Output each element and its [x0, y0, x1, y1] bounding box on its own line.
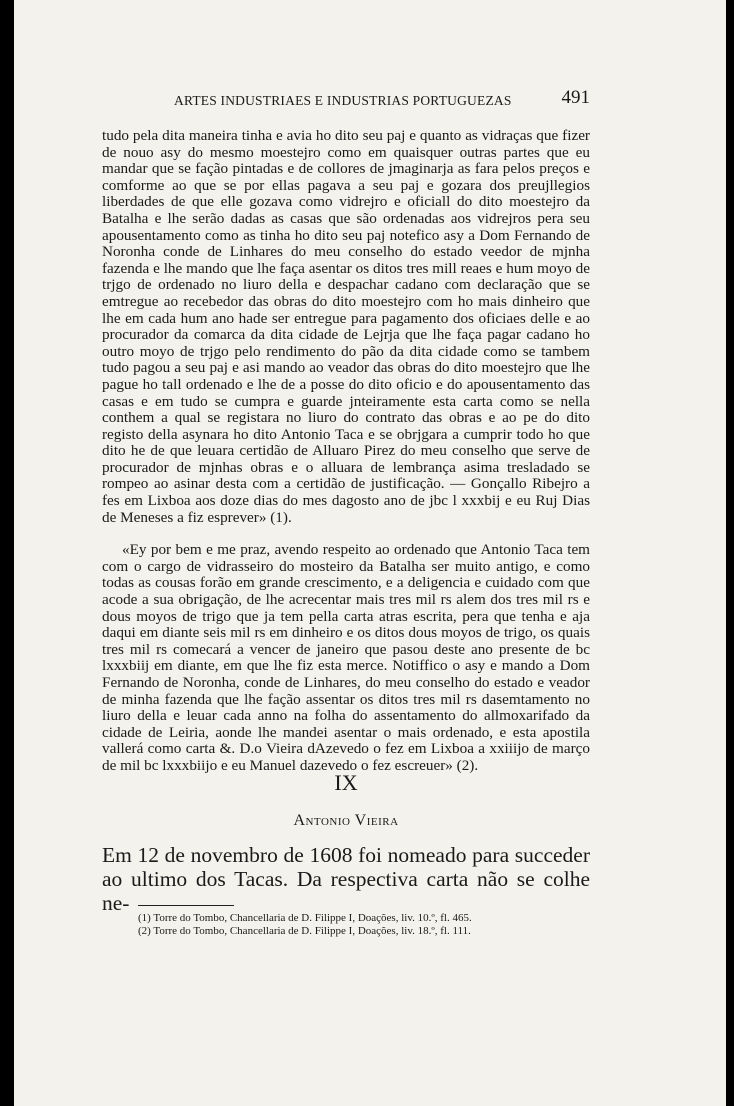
running-title: ARTES INDUSTRIAES E INDUSTRIAS PORTUGUEZAS	[174, 93, 512, 108]
section-title: Antonio Vieira	[293, 812, 399, 829]
paragraph-royal-letter: tudo pela dita maneira tinha e avia ho dito seu paj e quanto as vidraças que fizer de nouo asy do mesmo moestejro como em quaisquer outras partes que eu mandar que se fação pintadas e de collores de jmaginarja as fara pelos preços e comforme ao que se por ellas pagava a seu paj e gozara dos preujllegios liberdades de que elle gozava como vidrejro e oficiall do dito moestejro da Batalha e lhe serão dadas as casas que são ordenadas aos vidrejros pera seu apousentamento como as tinha ho dito seu paj notefico asy a Dom Fernando de Noronha conde de Linhares do meu conselho do estado veedor de mjnha fazenda e lhe mando que lhe faça asentar os ditos tres mill reaes e hum moyo de trjgo de ordenado no liuro della e despachar cadano com declaração que se emtregue ao recebedor das obras do dito moestejro com ho mais dinheiro que lhe em cada hum ano hade ser entregue para pagamento dos oficiaes delle e ao procurador da comarca da dita cidade de Lejrja que lhe faça pagar cadano ho outro moyo de trjgo pelo rendimento do pão da dita cidade como se tambem tudo pagou a seu paj e asi mando ao veador das obras do dito moestejro que lhe pague ho tall ordenado e lhe de a posse do dito oficio e do apousentamento das casas e em tudo se cumpra e guarde jnteiramente esta carta como se nella conthem a qual se registara no liuro do contrato das obras e ao pe do dito registo della asynara ho dito Antonio Taca e se obrjgara a cumprir todo ho que dito he de que leuara certidão de Alluaro Pirez do meu conselho que serve de procurador de mjnhas obras e o alluara de lembrança asima tresladado se rompeo ao asinar desta com a certidão de justificação. — Gonçallo Ribejro a fes em Lixboa aos doze dias do mes dagosto ano de jbc l xxxbij e eu Ruj Dias de Meneses a fiz esprever» (1).	[102, 127, 590, 526]
lead-paragraph: Em 12 de novembro de 1608 foi nomeado para succeder ao ultimo dos Tacas. Da respectiva carta não se colhe ne-	[102, 843, 590, 915]
footnote-2: (2) Torre do Tombo, Chancellaria de D. Filippe I, Doações, liv. 18.º, fl. 111.	[138, 925, 471, 937]
section-number: IX	[334, 770, 358, 795]
paragraph-apostila: «Ey por bem e me praz, avendo respeito ao ordenado que Antonio Taca tem com o cargo de vidrasseiro do mosteiro da Batalha ser muito antigo, e como todas as cousas forão em grande crescimento, e a deligencia e cuidado com que acode a sua obrigação, de lhe acrecentar mais tres mil rs alem dos tres mil rs e dous moyos de trigo que ja tem pella carta atras escrita, pera que tenha e aja daqui em diante seis mil rs em dinheiro e os ditos dous moyos de trigo, os quais tres mil rs comecará a vencer de janeiro que pasou deste ano presente de bc lxxxbiij em diante, em que lhe fiz esta merce. Notiffico o asy e mando a Dom Fernando de Noronha, conde de Linhares, do meu conselho do estado e veador de minha fazenda que lhe fação assentar os ditos tres mil rs dasemtamento no liuro della e leuar cada anno na folha do assentamento do allmoxarifado da cidade de Leiria, aonde lhe mandei asentar o mais ordenado, e esta apostila vallerá como carta &. D.o Vieira dAzevedo o fez em Lixboa a xxiiijo de março de mil bc lxxxbiijo e eu Manuel dazevedo o fez escreuer» (2).	[102, 541, 590, 774]
body-text	[102, 128, 590, 775]
book-page	[14, 0, 726, 1106]
footnotes	[138, 912, 590, 938]
footnote-1: (1) Torre do Tombo, Chancellaria de D. Filippe I, Doações, liv. 10.º, fl. 465.	[138, 912, 472, 924]
page-number: 491	[561, 87, 590, 108]
footnote-divider	[138, 905, 234, 906]
